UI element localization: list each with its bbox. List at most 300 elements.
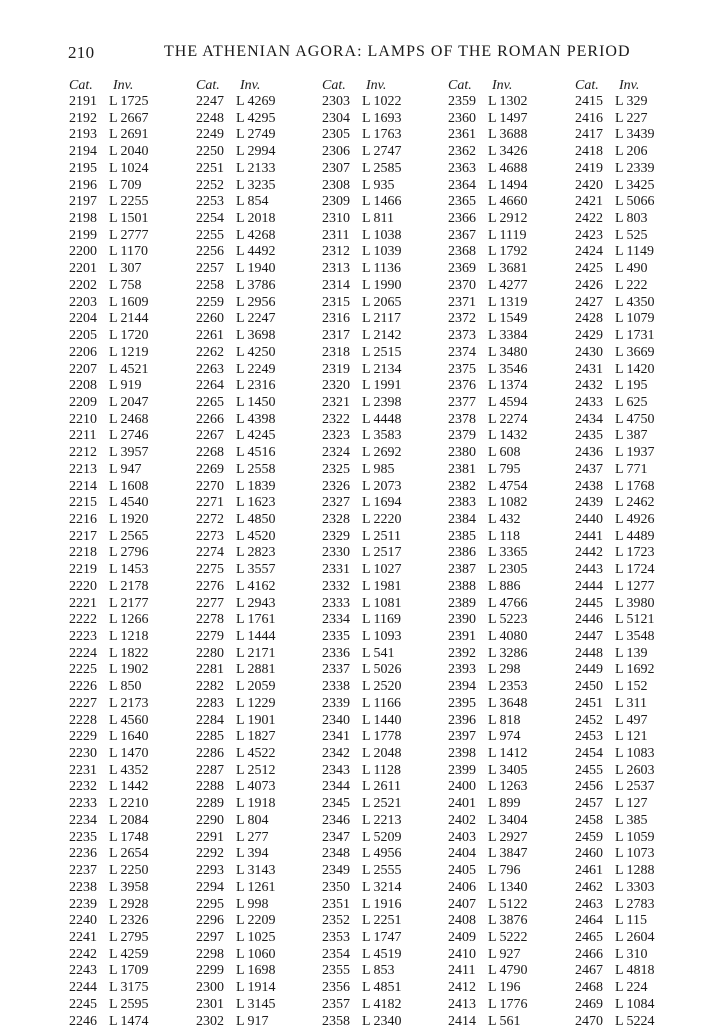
cat-number: 2199 bbox=[69, 227, 97, 243]
cat-number: 2341 bbox=[322, 729, 350, 745]
cat-number: 2398 bbox=[448, 746, 476, 762]
inv-number: L 2585 bbox=[362, 160, 402, 176]
table-row bbox=[196, 963, 316, 980]
cat-number: 2262 bbox=[196, 344, 224, 360]
cat-number: 2301 bbox=[196, 996, 224, 1012]
inv-number: L 803 bbox=[615, 211, 648, 227]
table-row bbox=[322, 161, 442, 178]
cat-number: 2446 bbox=[575, 612, 603, 628]
table-row bbox=[322, 111, 442, 128]
table-row bbox=[69, 512, 189, 529]
cat-number: 2424 bbox=[575, 244, 603, 260]
inv-number: L 2691 bbox=[109, 127, 149, 143]
cat-number: 2394 bbox=[448, 679, 476, 695]
table-row bbox=[448, 194, 568, 211]
cat-number: 2283 bbox=[196, 695, 224, 711]
cat-number: 2205 bbox=[69, 328, 97, 344]
cat-number: 2307 bbox=[322, 160, 350, 176]
cat-number: 2347 bbox=[322, 829, 350, 845]
cat-number: 2292 bbox=[196, 846, 224, 862]
cat-number: 2392 bbox=[448, 645, 476, 661]
table-row bbox=[575, 830, 695, 847]
inv-number: L 1263 bbox=[488, 779, 528, 795]
table-row bbox=[322, 596, 442, 613]
inv-number: L 3145 bbox=[236, 996, 276, 1012]
table-row bbox=[69, 779, 189, 796]
table-row bbox=[322, 512, 442, 529]
table-row bbox=[448, 278, 568, 295]
inv-number: L 2398 bbox=[362, 394, 402, 410]
table-row bbox=[575, 897, 695, 914]
cat-number: 2436 bbox=[575, 445, 603, 461]
cat-number: 2382 bbox=[448, 478, 476, 494]
cat-number: 2235 bbox=[69, 829, 97, 845]
table-row bbox=[575, 278, 695, 295]
table-column bbox=[322, 78, 442, 1030]
table-row bbox=[196, 228, 316, 245]
inv-number: L 4521 bbox=[109, 361, 149, 377]
cat-number: 2282 bbox=[196, 679, 224, 695]
inv-number: L 2040 bbox=[109, 144, 149, 160]
inv-number: L 1302 bbox=[488, 94, 528, 109]
inv-number: L 497 bbox=[615, 712, 648, 728]
inv-number: L 1792 bbox=[488, 244, 528, 260]
table-row bbox=[448, 997, 568, 1014]
cat-number: 2280 bbox=[196, 645, 224, 661]
table-row bbox=[69, 913, 189, 930]
cat-number: 2332 bbox=[322, 578, 350, 594]
cat-number: 2328 bbox=[322, 511, 350, 527]
column-header bbox=[448, 78, 568, 94]
table-row bbox=[575, 428, 695, 445]
table-row bbox=[69, 963, 189, 980]
inv-number: L 2692 bbox=[362, 445, 402, 461]
table-row bbox=[196, 997, 316, 1014]
table-row bbox=[196, 395, 316, 412]
table-row bbox=[322, 746, 442, 763]
table-row bbox=[69, 846, 189, 863]
inv-number: L 1027 bbox=[362, 562, 402, 578]
cat-number: 2250 bbox=[196, 144, 224, 160]
table-row bbox=[322, 713, 442, 730]
inv-number: L 2047 bbox=[109, 394, 149, 410]
cat-number: 2309 bbox=[322, 194, 350, 210]
table-row bbox=[196, 94, 316, 111]
cat-number: 2204 bbox=[69, 311, 97, 327]
cat-number: 2326 bbox=[322, 478, 350, 494]
inv-number: L 2142 bbox=[362, 328, 402, 344]
inv-number: L 3439 bbox=[615, 127, 655, 143]
table-row bbox=[196, 111, 316, 128]
table-row bbox=[575, 512, 695, 529]
cat-number: 2222 bbox=[69, 612, 97, 628]
table-row bbox=[69, 261, 189, 278]
inv-number: L 1761 bbox=[236, 612, 276, 628]
table-row bbox=[69, 763, 189, 780]
cat-number: 2405 bbox=[448, 863, 476, 879]
cat-number: 2428 bbox=[575, 311, 603, 327]
table-row bbox=[575, 328, 695, 345]
inv-number: L 4750 bbox=[615, 411, 655, 427]
inv-number: L 2209 bbox=[236, 913, 276, 929]
cat-number: 2227 bbox=[69, 695, 97, 711]
table-row bbox=[448, 863, 568, 880]
inv-number: L 2462 bbox=[615, 495, 655, 511]
cat-number: 2245 bbox=[69, 996, 97, 1012]
inv-number: L 2250 bbox=[109, 863, 149, 879]
table-row bbox=[322, 178, 442, 195]
inv-number: L 1902 bbox=[109, 662, 149, 678]
page-header bbox=[0, 40, 725, 66]
table-row bbox=[448, 646, 568, 663]
table-row bbox=[575, 579, 695, 596]
inv-number: L 277 bbox=[236, 829, 269, 845]
cat-number: 2232 bbox=[69, 779, 97, 795]
table-row bbox=[196, 495, 316, 512]
cat-number: 2362 bbox=[448, 144, 476, 160]
inv-number: L 2133 bbox=[236, 160, 276, 176]
table-row bbox=[322, 646, 442, 663]
inv-number: L 1494 bbox=[488, 177, 528, 193]
cat-number: 2267 bbox=[196, 428, 224, 444]
inv-number: L 1694 bbox=[362, 495, 402, 511]
table-row bbox=[196, 746, 316, 763]
cat-number: 2225 bbox=[69, 662, 97, 678]
table-row bbox=[322, 295, 442, 312]
cat-number: 2340 bbox=[322, 712, 350, 728]
inv-number: L 2956 bbox=[236, 294, 276, 310]
table-row bbox=[448, 178, 568, 195]
cat-number: 2372 bbox=[448, 311, 476, 327]
table-row bbox=[575, 679, 695, 696]
cat-number: 2389 bbox=[448, 595, 476, 611]
cat-number: 2308 bbox=[322, 177, 350, 193]
cat-number: 2406 bbox=[448, 879, 476, 895]
inv-number: L 4259 bbox=[109, 946, 149, 962]
cat-number: 2410 bbox=[448, 946, 476, 962]
inv-number: L 1082 bbox=[488, 495, 528, 511]
table-row bbox=[322, 696, 442, 713]
cat-number: 2212 bbox=[69, 445, 97, 461]
cat-number: 2371 bbox=[448, 294, 476, 310]
table-column bbox=[575, 78, 695, 1030]
cat-number: 2247 bbox=[196, 94, 224, 109]
table-row bbox=[575, 596, 695, 613]
cat-number: 2203 bbox=[69, 294, 97, 310]
inv-number: L 1319 bbox=[488, 294, 528, 310]
table-row bbox=[575, 779, 695, 796]
inv-number: L 3847 bbox=[488, 846, 528, 862]
table-row bbox=[448, 228, 568, 245]
cat-number: 2284 bbox=[196, 712, 224, 728]
table-row bbox=[322, 362, 442, 379]
table-row bbox=[575, 529, 695, 546]
inv-number: L 1450 bbox=[236, 394, 276, 410]
inv-number: L 919 bbox=[109, 378, 142, 394]
table-row bbox=[196, 913, 316, 930]
cat-number: 2201 bbox=[69, 261, 97, 277]
cat-number: 2365 bbox=[448, 194, 476, 210]
inv-number: L 1724 bbox=[615, 562, 655, 578]
table-row bbox=[448, 244, 568, 261]
cat-number: 2430 bbox=[575, 344, 603, 360]
column-header bbox=[322, 78, 442, 94]
cat-number: 2313 bbox=[322, 261, 350, 277]
cat-number: 2449 bbox=[575, 662, 603, 678]
table-row bbox=[575, 111, 695, 128]
inv-number: L 3546 bbox=[488, 361, 528, 377]
inv-number: L 811 bbox=[362, 211, 395, 227]
inv-number: L 1128 bbox=[362, 762, 402, 778]
inv-number: L 1474 bbox=[109, 1013, 149, 1029]
cat-number: 2409 bbox=[448, 929, 476, 945]
table-column bbox=[69, 78, 189, 1030]
inv-number: L 2746 bbox=[109, 428, 149, 444]
inv-number: L 139 bbox=[615, 645, 648, 661]
table-row bbox=[448, 462, 568, 479]
inv-number: L 4519 bbox=[362, 946, 402, 962]
cat-number: 2259 bbox=[196, 294, 224, 310]
inv-number: L 1501 bbox=[109, 211, 149, 227]
cat-number: 2294 bbox=[196, 879, 224, 895]
table-row bbox=[575, 846, 695, 863]
cat-number: 2462 bbox=[575, 879, 603, 895]
table-row bbox=[575, 763, 695, 780]
inv-number: L 2796 bbox=[109, 545, 149, 561]
inv-number: L 1990 bbox=[362, 277, 402, 293]
table-row bbox=[448, 980, 568, 997]
cat-number: 2390 bbox=[448, 612, 476, 628]
cat-number: 2277 bbox=[196, 595, 224, 611]
table-row bbox=[69, 378, 189, 395]
inv-number: L 1219 bbox=[109, 344, 149, 360]
inv-number: L 2595 bbox=[109, 996, 149, 1012]
inv-number: L 1720 bbox=[109, 328, 149, 344]
cat-number: 2438 bbox=[575, 478, 603, 494]
cat-number: 2297 bbox=[196, 929, 224, 945]
table-row bbox=[448, 545, 568, 562]
inv-number: L 1083 bbox=[615, 746, 655, 762]
table-row bbox=[69, 596, 189, 613]
inv-number: L 4269 bbox=[236, 94, 276, 109]
cat-number: 2421 bbox=[575, 194, 603, 210]
cat-number: 2214 bbox=[69, 478, 97, 494]
cat-number: 2249 bbox=[196, 127, 224, 143]
inv-number: L 3175 bbox=[109, 980, 149, 996]
cat-number: 2408 bbox=[448, 913, 476, 929]
cat-number: 2467 bbox=[575, 963, 603, 979]
table-row bbox=[575, 378, 695, 395]
table-row bbox=[196, 211, 316, 228]
cat-number: 2427 bbox=[575, 294, 603, 310]
table-row bbox=[69, 278, 189, 295]
table-row bbox=[448, 495, 568, 512]
inv-number: L 4492 bbox=[236, 244, 276, 260]
inv-number: L 899 bbox=[488, 796, 521, 812]
table-row bbox=[575, 863, 695, 880]
cat-number: 2345 bbox=[322, 796, 350, 812]
table-row bbox=[575, 880, 695, 897]
table-row bbox=[322, 228, 442, 245]
table-row bbox=[322, 963, 442, 980]
table-row bbox=[322, 729, 442, 746]
table-row bbox=[322, 830, 442, 847]
cat-number: 2337 bbox=[322, 662, 350, 678]
inv-number: L 2777 bbox=[109, 227, 149, 243]
cat-number: 2454 bbox=[575, 746, 603, 762]
cat-number: 2293 bbox=[196, 863, 224, 879]
cat-number: 2202 bbox=[69, 277, 97, 293]
inv-number: L 4688 bbox=[488, 160, 528, 176]
inv-number: L 432 bbox=[488, 511, 521, 527]
table-row bbox=[575, 980, 695, 997]
cat-number: 2440 bbox=[575, 511, 603, 527]
column-header bbox=[196, 78, 316, 94]
cat-number: 2321 bbox=[322, 394, 350, 410]
cat-header: Cat. bbox=[69, 78, 93, 93]
cat-number: 2355 bbox=[322, 963, 350, 979]
cat-number: 2439 bbox=[575, 495, 603, 511]
table-row bbox=[448, 612, 568, 629]
inv-number: L 152 bbox=[615, 679, 648, 695]
table-row bbox=[69, 127, 189, 144]
table-row bbox=[322, 796, 442, 813]
table-row bbox=[69, 696, 189, 713]
table-row bbox=[69, 562, 189, 579]
inv-number: L 709 bbox=[109, 177, 142, 193]
cat-number: 2319 bbox=[322, 361, 350, 377]
cat-number: 2464 bbox=[575, 913, 603, 929]
cat-number: 2397 bbox=[448, 729, 476, 745]
cat-number: 2207 bbox=[69, 361, 97, 377]
cat-number: 2407 bbox=[448, 896, 476, 912]
table-row bbox=[196, 378, 316, 395]
cat-number: 2360 bbox=[448, 110, 476, 126]
table-row bbox=[575, 1014, 695, 1030]
cat-number: 2452 bbox=[575, 712, 603, 728]
table-row bbox=[448, 596, 568, 613]
table-row bbox=[196, 1014, 316, 1030]
table-row bbox=[69, 412, 189, 429]
inv-number: L 2517 bbox=[362, 545, 402, 561]
table-row bbox=[448, 846, 568, 863]
cat-number: 2366 bbox=[448, 211, 476, 227]
inv-number: L 2251 bbox=[362, 913, 402, 929]
inv-header: Inv. bbox=[113, 78, 134, 93]
inv-number: L 3303 bbox=[615, 879, 655, 895]
cat-number: 2401 bbox=[448, 796, 476, 812]
cat-number: 2219 bbox=[69, 562, 97, 578]
table-row bbox=[575, 479, 695, 496]
cat-number: 2234 bbox=[69, 812, 97, 828]
inv-number: L 2084 bbox=[109, 812, 149, 828]
cat-number: 2193 bbox=[69, 127, 97, 143]
cat-header: Cat. bbox=[196, 78, 220, 93]
inv-number: L 2537 bbox=[615, 779, 655, 795]
table-row bbox=[448, 779, 568, 796]
inv-number: L 4268 bbox=[236, 227, 276, 243]
inv-number: L 4540 bbox=[109, 495, 149, 511]
table-row bbox=[69, 1014, 189, 1030]
cat-number: 2317 bbox=[322, 328, 350, 344]
cat-number: 2359 bbox=[448, 94, 476, 109]
table-row bbox=[196, 428, 316, 445]
cat-number: 2350 bbox=[322, 879, 350, 895]
cat-number: 2240 bbox=[69, 913, 97, 929]
cat-number: 2416 bbox=[575, 110, 603, 126]
cat-number: 2269 bbox=[196, 461, 224, 477]
table-row bbox=[448, 311, 568, 328]
cat-number: 2327 bbox=[322, 495, 350, 511]
cat-number: 2431 bbox=[575, 361, 603, 377]
cat-number: 2228 bbox=[69, 712, 97, 728]
table-row bbox=[448, 947, 568, 964]
inv-number: L 2943 bbox=[236, 595, 276, 611]
cat-number: 2253 bbox=[196, 194, 224, 210]
inv-number: L 1991 bbox=[362, 378, 402, 394]
cat-number: 2296 bbox=[196, 913, 224, 929]
cat-number: 2220 bbox=[69, 578, 97, 594]
cat-number: 2209 bbox=[69, 394, 97, 410]
table-row bbox=[575, 963, 695, 980]
inv-number: L 2558 bbox=[236, 461, 276, 477]
table-row bbox=[196, 579, 316, 596]
cat-number: 2266 bbox=[196, 411, 224, 427]
inv-number: L 1453 bbox=[109, 562, 149, 578]
inv-number: L 1747 bbox=[362, 929, 402, 945]
cat-number: 2270 bbox=[196, 478, 224, 494]
table-row bbox=[575, 662, 695, 679]
cat-number: 2261 bbox=[196, 328, 224, 344]
table-row bbox=[69, 646, 189, 663]
table-row bbox=[322, 846, 442, 863]
inv-number: L 1060 bbox=[236, 946, 276, 962]
cat-number: 2195 bbox=[69, 160, 97, 176]
cat-number: 2318 bbox=[322, 344, 350, 360]
cat-number: 2191 bbox=[69, 94, 97, 109]
inv-number: L 310 bbox=[615, 946, 648, 962]
cat-number: 2255 bbox=[196, 227, 224, 243]
table-row bbox=[196, 295, 316, 312]
inv-number: L 3681 bbox=[488, 261, 528, 277]
table-row bbox=[448, 629, 568, 646]
table-row bbox=[322, 428, 442, 445]
cat-number: 2388 bbox=[448, 578, 476, 594]
inv-number: L 1763 bbox=[362, 127, 402, 143]
cat-number: 2248 bbox=[196, 110, 224, 126]
inv-number: L 115 bbox=[615, 913, 648, 929]
inv-number: L 947 bbox=[109, 461, 142, 477]
inv-number: L 2059 bbox=[236, 679, 276, 695]
inv-number: L 2173 bbox=[109, 695, 149, 711]
table-row bbox=[69, 629, 189, 646]
inv-number: L 2927 bbox=[488, 829, 528, 845]
inv-number: L 1266 bbox=[109, 612, 149, 628]
inv-number: L 298 bbox=[488, 662, 521, 678]
table-row bbox=[322, 211, 442, 228]
inv-number: L 2994 bbox=[236, 144, 276, 160]
inv-number: L 1609 bbox=[109, 294, 149, 310]
cat-number: 2230 bbox=[69, 746, 97, 762]
inv-number: L 2340 bbox=[362, 1013, 402, 1029]
table-row bbox=[448, 94, 568, 111]
inv-number: L 4516 bbox=[236, 445, 276, 461]
cat-number: 2315 bbox=[322, 294, 350, 310]
cat-number: 2425 bbox=[575, 261, 603, 277]
cat-number: 2453 bbox=[575, 729, 603, 745]
inv-number: L 1748 bbox=[109, 829, 149, 845]
inv-number: L 3425 bbox=[615, 177, 655, 193]
